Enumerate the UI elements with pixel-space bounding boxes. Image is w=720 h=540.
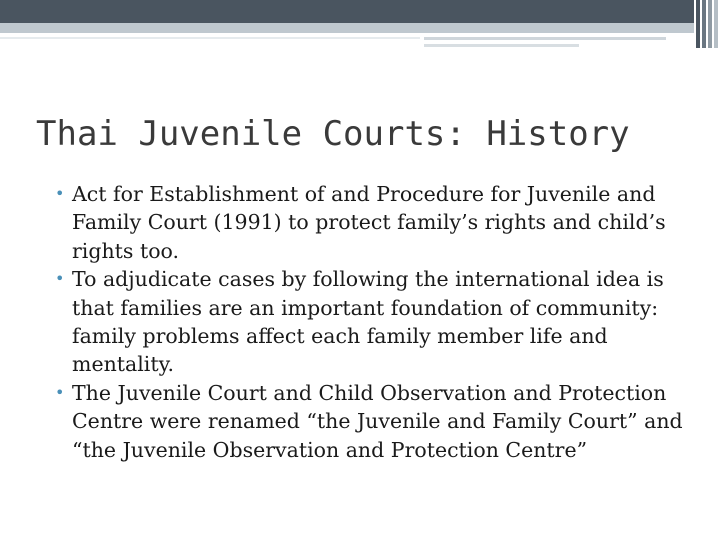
header-bar-light (0, 23, 694, 33)
header-accent-line (424, 37, 666, 40)
header-accent-line-short (424, 44, 579, 47)
bullet-icon: • (55, 382, 65, 402)
header-line (0, 37, 420, 39)
bullet-text: Act for Establishment of and Procedure for Juvenile and Family Court (1991) to protect family’s rights and child’s rights too. (72, 182, 666, 263)
bullet-item (55, 180, 695, 265)
bullet-item (55, 379, 695, 464)
corner-stripe (714, 0, 718, 48)
corner-stripe (708, 0, 712, 48)
bullet-text: The Juvenile Court and Child Observation and Protection Centre were renamed “the Juvenile and Family Court” and “the Juvenile Observation and Protection Centre” (72, 380, 683, 462)
corner-stripe (696, 0, 700, 48)
slide-title: Thai Juvenile Courts: History (36, 114, 630, 154)
bullet-text: To adjudicate cases by following the international idea is that families are an important foundation of community: family problems affect each family member life and mentality. (72, 267, 664, 377)
bullet-icon: • (55, 184, 65, 203)
bullet-icon: • (55, 269, 65, 289)
bullet-item (55, 265, 695, 379)
corner-stripe (702, 0, 706, 48)
bullet-list (55, 180, 695, 464)
header-bar-dark (0, 0, 694, 23)
